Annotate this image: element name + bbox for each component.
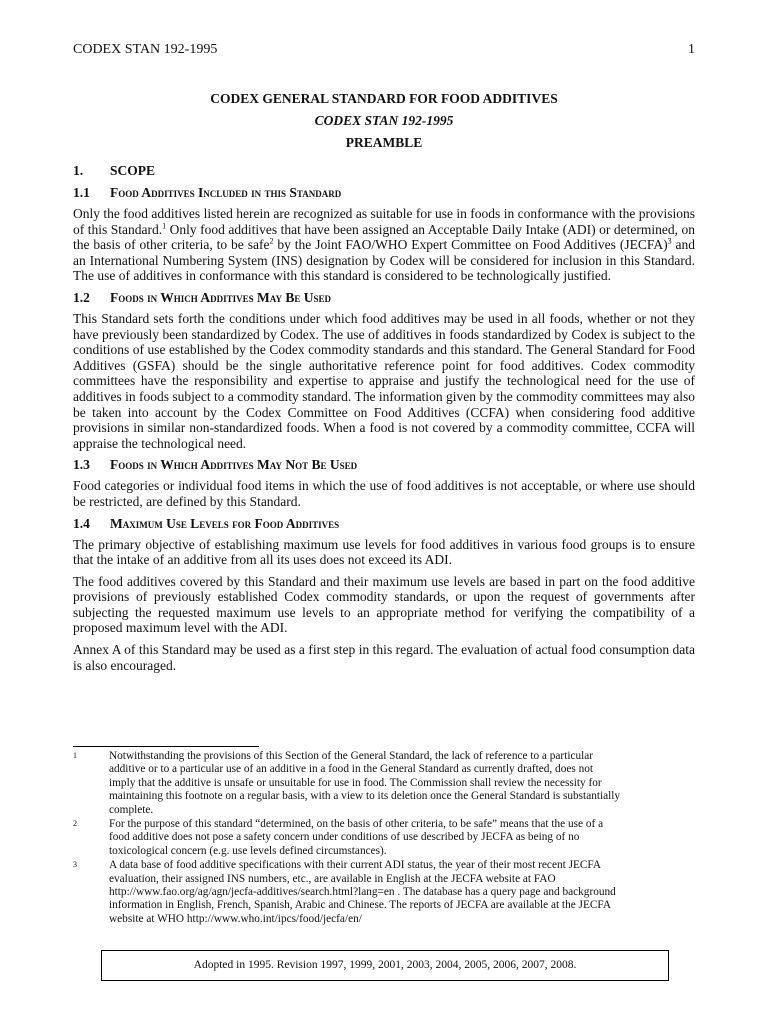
section-number: 1.3 — [73, 457, 90, 473]
footnote-line: imply that the additive is unsafe or unsuitable for use in food. The Commission shall review the necessity for — [109, 776, 602, 789]
footnote-reference: 2 — [269, 236, 274, 246]
footnote-1 — [73, 750, 695, 817]
section-number: 1.2 — [73, 289, 90, 305]
footnote-line: complete. — [109, 803, 154, 816]
footnotes — [73, 750, 695, 927]
section-heading-1-3 — [73, 457, 695, 475]
section-paragraph: Annex A of this Standard may be used as a first step in this regard. The evaluation of actual food consumption data is also encouraged. — [73, 642, 695, 673]
preamble-heading: PREAMBLE — [345, 135, 423, 150]
section-label: Foods in Which Additives May Not Be Used — [110, 457, 358, 473]
footnote-mark: 3 — [73, 860, 77, 870]
section-paragraph: Food categories or individual food items in which the use of food additives is not acceptable, or where use should be restricted, are defined by this Standard. — [73, 478, 695, 509]
document-body — [73, 163, 695, 679]
section-label: Maximum Use Levels for Food Additives — [110, 515, 340, 531]
footnote-3 — [73, 859, 695, 926]
document-title: CODEX GENERAL STANDARD FOR FOOD ADDITIVES — [210, 91, 558, 106]
adoption-note-box: Adopted in 1995. Revision 1997, 1999, 2001, 2003, 2004, 2005, 2006, 2007, 2008. — [101, 950, 669, 981]
running-header — [73, 42, 695, 60]
footnote-line: additive or to a particular use of an additive in a food in the General Standard as currently drafted, does not — [109, 763, 594, 776]
section-paragraph: Only the food additives listed herein are recognized as suitable for use in foods in conformance with the provisions of this Standard.$^1$ Only food additives that have been assigned an Acceptable Daily Intake (ADI) or determined, on the basis of other criteria, to be safe$^2$ by the Joint FAO/WHO Expert Committee on Food Additives (JECFA)$^3$ and an International Numbering System (INS) designation by Codex will be considered for inclusion in this Standard. The use of additives in conformance with this standard is considered to be technologically justified. — [73, 206, 696, 284]
scope-label: SCOPE — [110, 163, 156, 178]
section-paragraph: The food additives covered by this Standard and their maximum use levels are based in part on the food additive provisions of previously established Codex commodity standards, or upon the request of governments after subjecting the requested maximum use levels to an appropriate method for verifying the compatibility of a proposed maximum level with the ADI. — [73, 573, 695, 636]
footnote-line: toxicological concern (e.g. use levels defined circumstances). — [109, 844, 387, 857]
footnote-text — [109, 818, 695, 858]
footnote-2 — [73, 818, 695, 858]
section-heading-1-4 — [73, 516, 695, 534]
section-number: 1.1 — [73, 185, 90, 200]
scope-number: 1. — [73, 163, 84, 178]
footnote-line: A data base of food additive specifications with their current ADI status, the year of their most recent JECFA — [109, 859, 602, 872]
footnote-separator — [73, 746, 259, 747]
page-number: 1 — [688, 42, 695, 57]
footnote-reference: 1 — [162, 221, 167, 231]
footnote-mark: 1 — [73, 751, 77, 760]
document-code: CODEX STAN 192-1995 — [314, 113, 454, 128]
footnote-line: website at WHO http://www.who.int/ipcs/food/jecfa/en/ — [109, 912, 362, 925]
footnote-line: evaluation, their assigned INS numbers, etc., are available in English at the JECFA website at FAO — [109, 872, 556, 885]
footnote-line: information in English, French, Spanish, Arabic and Chinese. The reports of JECFA are available at the JECFA — [109, 899, 611, 912]
footnote-line: For the purpose of this standard “determined, on the basis of other criteria, to be safe” means that the use of a — [109, 818, 604, 831]
section-label: Food Additives Included in this Standard — [110, 185, 342, 200]
section-paragraph: The primary objective of establishing maximum use levels for food additives in various food groups is to ensure that the intake of an additive from all its uses does not exceed its ADI. — [73, 536, 695, 568]
title-block — [73, 88, 695, 154]
section-heading-1-2 — [73, 290, 695, 308]
footnote-line: http://www.fao.org/ag/agn/jecfa-additives/search.html?lang=en . The database has a query page and background — [109, 886, 616, 899]
footnote-text — [109, 750, 695, 817]
section-paragraph: This Standard sets forth the conditions under which food additives may be used in all foods, whether or not they have previously been standardized by Codex. The use of additives in foods standardized by Codex is subject to the conditions of use established by the Codex commodity standards and this standard. The General Standard for Food Additives (GSFA) should be the single authoritative reference point for food additives. Codex commodity committees have the responsibility and expertise to appraise and justify the technological need for the use of additives in foods subject to a commodity standard. The information given by the commodity committees may also be taken into account by the Codex Committee on Food Additives (CCFA) when considering food additive provisions in similar non-standardized foods. When a food is not covered by a commodity committee, CCFA will appraise the technological need. — [73, 310, 695, 451]
section-label: Foods in Which Additives May Be Used — [110, 289, 331, 305]
footnote-line: Notwithstanding the provisions of this Section of the General Standard, the lack of reference to a particular — [109, 750, 594, 762]
footnote-line: food additive does not pose a safety concern under conditions of use described by JECFA as being of no — [109, 831, 580, 844]
footnote-text — [109, 859, 695, 926]
section-heading-1-1 — [73, 185, 695, 203]
footnote-mark: 2 — [73, 819, 77, 829]
scope-heading — [73, 163, 695, 181]
footnote-line: maintaining this footnote on a regular basis, with a view to its deletion once the General Standard is substantially — [109, 790, 621, 803]
header-doc-id: CODEX STAN 192-1995 — [73, 42, 218, 57]
section-number: 1.4 — [73, 515, 90, 531]
footnote-reference: 3 — [667, 236, 672, 246]
